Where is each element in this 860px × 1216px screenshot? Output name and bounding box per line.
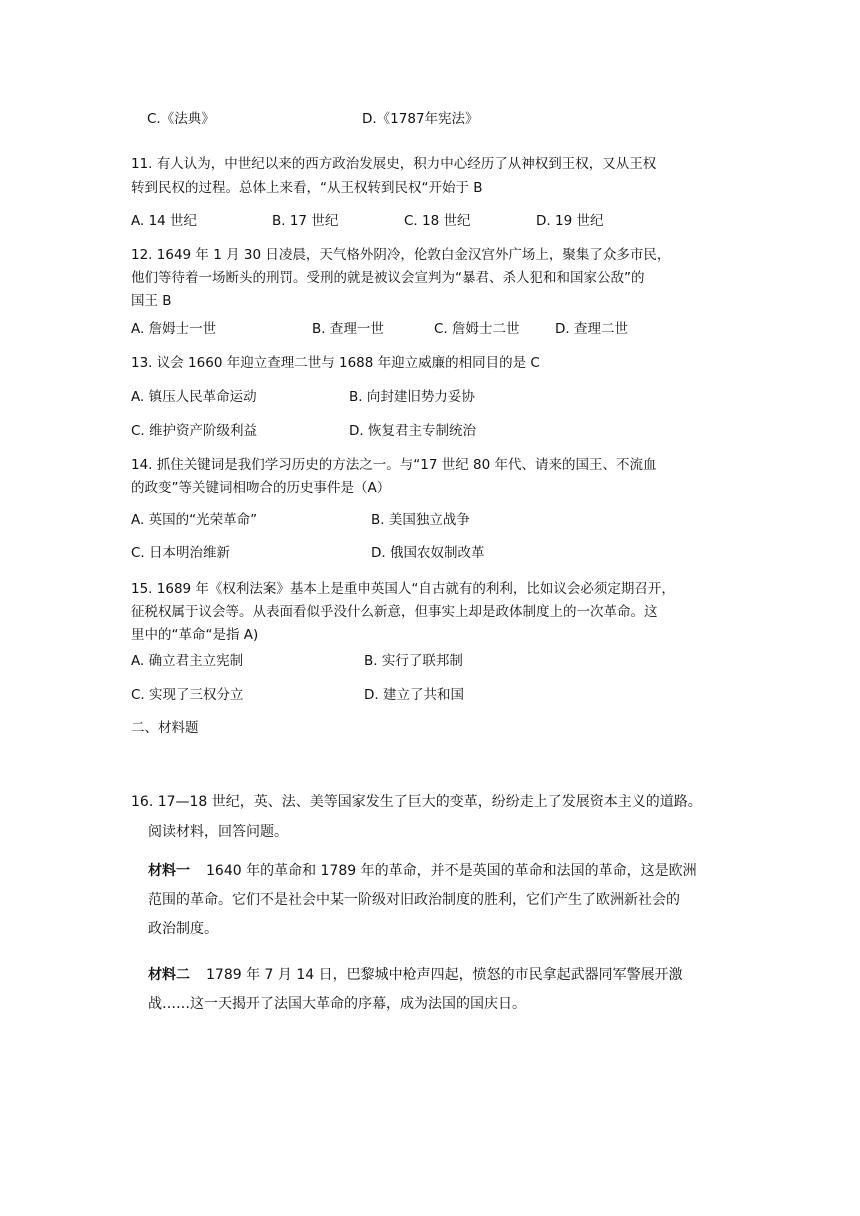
q14-option-c: C. 日本明治维新 xyxy=(131,545,231,561)
q12-stem-line-2: 他们等待着一场断头的刑罚。受刑的就是被议会宣判为“暴君、杀人犯和和国家公敌”的 xyxy=(131,270,645,286)
q15-option-a: A. 确立君主立宪制 xyxy=(131,653,244,669)
q13-option-b: B. 向封建旧势力妥协 xyxy=(349,389,475,405)
q10-option-d: D.《1787年宪法》 xyxy=(362,111,479,127)
material-1-label: 材料一 xyxy=(148,863,190,879)
material-1-line-2: 范围的革命。它们不是社会中某一阶级对旧政治制度的胜利，它们产生了欧洲新社会的 xyxy=(148,892,680,908)
q12-option-c: C. 詹姆士二世 xyxy=(434,321,520,337)
q12-option-d: D. 查理二世 xyxy=(555,321,628,337)
q14-option-d: D. 俄国农奴制改革 xyxy=(371,545,485,561)
q12-stem-line-3: 国王 B xyxy=(131,293,172,309)
q15-option-b: B. 实行了联邦制 xyxy=(364,653,463,669)
material-2-line-1 xyxy=(148,966,683,984)
section-title: 二、材料题 xyxy=(131,720,199,736)
material-2-line-2: 战……这一天揭开了法国大革命的序幕，成为法国的国庆日。 xyxy=(148,996,526,1012)
material-2-label: 材料二 xyxy=(148,967,190,983)
q12-option-a: A. 詹姆士一世 xyxy=(131,321,217,337)
q11-stem-line-1: 11. 有人认为，中世纪以来的西方政治发展史，积力中心经历了从神权到王权，又从王权 xyxy=(131,156,657,172)
material-1-line-1 xyxy=(148,862,697,880)
q12-option-b: B. 查理一世 xyxy=(312,321,384,337)
q16-stem-line-1: 16. 17—18 世纪，英、法、美等国家发生了巨大的变革，纷纷走上了发展资本主义的道路。 xyxy=(131,794,702,810)
q11-stem-line-2: 转到民权的过程。总体上来看，“从王权转到民权“开始于 B xyxy=(131,180,483,196)
q13-stem-line-1: 13. 议会 1660 年迎立查理二世与 1688 年迎立威廉的相同目的是 C xyxy=(131,355,540,371)
q15-stem-line-2: 征税权属于议会等。从表面看似乎没什么新意，但事实上却是政体制度上的一次革命。这 xyxy=(131,604,658,620)
q16-stem-line-2: 阅读材料，回答问题。 xyxy=(148,824,288,840)
q11-option-d: D. 19 世纪 xyxy=(536,213,604,229)
q11-option-c: C. 18 世纪 xyxy=(404,213,471,229)
q14-stem-line-2: 的政变”等关键词相吻合的历史事件是（A） xyxy=(131,480,391,496)
q15-stem-line-1: 15. 1689 年《权利法案》基本上是重申英国人“自古就有的利利，比如议会必须定期召开， xyxy=(131,581,675,597)
q15-stem-line-3: 里中的“革命“是指 A) xyxy=(131,627,259,643)
q14-stem-line-1: 14. 抓住关键词是我们学习历史的方法之一。与“17 世纪 80 年代、请来的国王、不流血 xyxy=(131,457,657,473)
q11-option-b: B. 17 世纪 xyxy=(272,213,339,229)
q12-stem-line-1: 12. 1649 年 1 月 30 日凌晨，天气格外阴冷，伦敦白金汉宫外广场上，聚集了众多市民， xyxy=(131,247,671,263)
material-2-text-1: 1789 年 7 月 14 日，巴黎城中枪声四起，愤怒的市民拿起武器同军警展开激 xyxy=(206,967,683,983)
q15-option-d: D. 建立了共和国 xyxy=(364,687,464,703)
q13-option-d: D. 恢复君主专制统治 xyxy=(349,423,476,439)
material-1-line-3: 政治制度。 xyxy=(148,921,218,937)
q11-option-a: A. 14 世纪 xyxy=(131,213,198,229)
material-1-text-1: 1640 年的革命和 1789 年的革命，并不是英国的革命和法国的革命，这是欧洲 xyxy=(206,863,697,879)
q14-option-b: B. 美国独立战争 xyxy=(371,512,470,528)
q13-option-a: A. 镇压人民革命运动 xyxy=(131,389,257,405)
q15-option-c: C. 实现了三权分立 xyxy=(131,687,244,703)
q10-option-c: C.《法典》 xyxy=(147,111,215,127)
q14-option-a: A. 英国的“光荣革命” xyxy=(131,512,258,528)
q13-option-c: C. 维护资产阶级利益 xyxy=(131,423,258,439)
